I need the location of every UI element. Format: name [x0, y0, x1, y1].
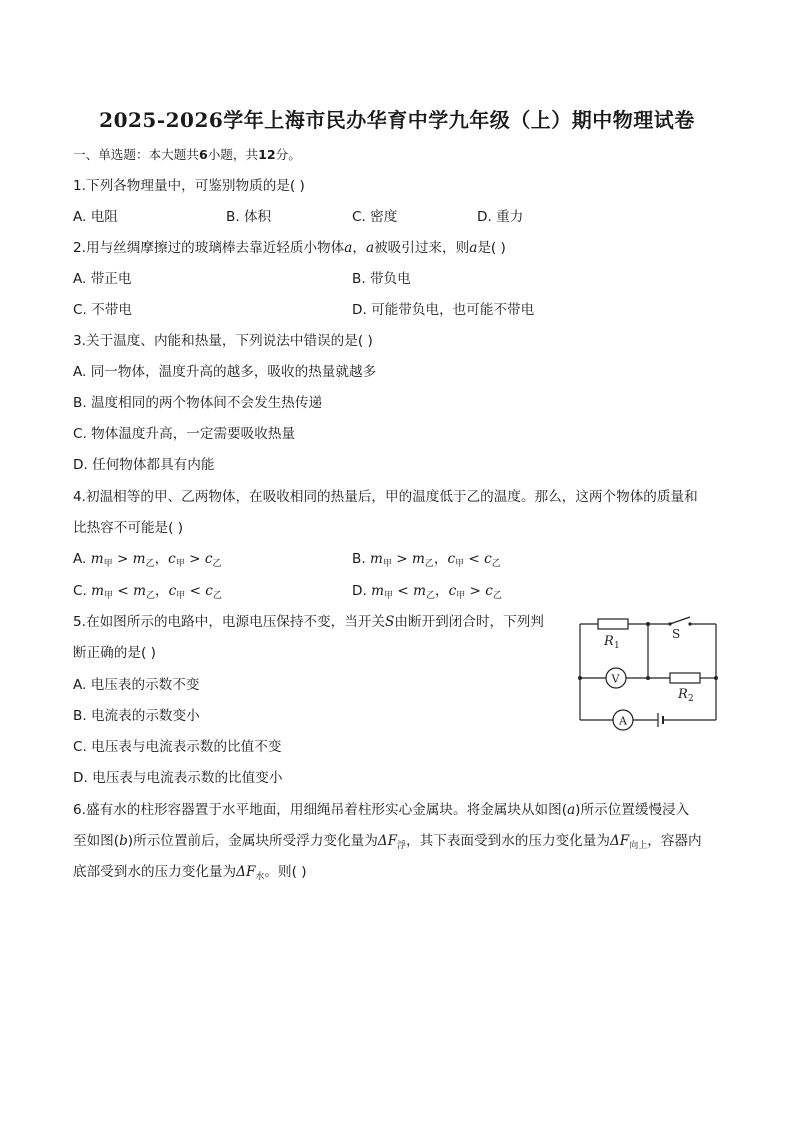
- heat-capacity-symbol: c: [204, 551, 213, 567]
- mass-symbol: m: [132, 551, 146, 567]
- q6-text: 底部受到水的压力变化量为: [73, 864, 237, 880]
- section-suffix: 分。: [275, 147, 301, 162]
- relation: >: [116, 551, 129, 567]
- junction-dot: [646, 676, 650, 680]
- mass-symbol: m: [411, 551, 425, 567]
- q1-option-c[interactable]: C. 密度: [352, 209, 398, 225]
- mass-symbol: m: [133, 583, 146, 599]
- heat-capacity-symbol: c: [484, 551, 492, 567]
- q5-stem-part: 由断开到闭合时，下列判: [394, 614, 544, 630]
- q5-stem-part: 5.在如图所示的电路中，电源电压保持不变，当开关: [73, 614, 386, 630]
- subscript: 甲: [103, 559, 113, 569]
- figure-ref: b: [119, 833, 128, 849]
- q6-text: ，其下表面受到水的压力变化量为: [406, 833, 610, 849]
- q4-option-c[interactable]: C. $m_甲 < m_乙$，$c_甲 < c_乙$: [73, 583, 222, 601]
- section-score: 12: [258, 147, 276, 162]
- relation: <: [468, 551, 480, 567]
- q5-option-d[interactable]: D. 电压表与电流表示数的比值变小: [73, 770, 283, 786]
- q2-stem-part: 是( ): [477, 240, 506, 256]
- mass-symbol: m: [90, 551, 104, 567]
- switch-contact: [668, 622, 671, 625]
- q3-option-a[interactable]: A. 同一物体，温度升高的越多，吸收的热量就越多: [73, 364, 377, 380]
- junction-dot: [578, 676, 582, 680]
- heat-capacity-symbol: c: [447, 551, 456, 567]
- delta-f-symbol: ΔF: [609, 833, 630, 849]
- question-2-stem: [73, 239, 506, 257]
- subscript: 甲: [176, 591, 186, 601]
- relation: >: [469, 583, 481, 599]
- q6-text: )所示位置缓慢浸入: [575, 802, 690, 818]
- resistor-r2: [670, 673, 700, 683]
- heat-capacity-symbol: c: [448, 583, 457, 599]
- switch-blade: [670, 617, 690, 624]
- subscript: 乙: [145, 559, 155, 569]
- delta-f-symbol: ΔF: [236, 864, 256, 880]
- q2-var: a: [344, 240, 353, 256]
- subscript: 乙: [212, 591, 222, 601]
- option-letter: D.: [352, 583, 367, 599]
- subscript: 乙: [492, 591, 502, 601]
- q1-option-a[interactable]: A. 电阻: [73, 209, 118, 225]
- q6-text: ，容器内: [647, 833, 702, 849]
- section-heading: [73, 146, 301, 164]
- question-4-stem-line2: 比热容不可能是( ): [73, 520, 184, 536]
- question-5-stem-line2: 断正确的是( ): [73, 645, 156, 661]
- option-letter: B.: [352, 551, 366, 567]
- delta-f-symbol: ΔF: [377, 833, 398, 849]
- q3-option-b[interactable]: B. 温度相同的两个物体间不会发生热传递: [73, 395, 323, 411]
- question-1-stem: 1.下列各物理量中，可鉴别物质的是( ): [73, 178, 305, 194]
- subscript: 乙: [425, 591, 435, 601]
- question-4-stem-line1: 4.初温相等的甲、乙两物体，在吸收相同的热量后，甲的温度低于乙的温度。那么，这两个物体的质量和: [73, 489, 698, 505]
- subscript: 甲: [456, 591, 466, 601]
- switch-label: S: [672, 627, 681, 641]
- resistor-r1: [598, 619, 628, 629]
- question-5-stem-line1: [73, 613, 544, 631]
- heat-capacity-symbol: c: [205, 583, 213, 599]
- figure-ref: a: [567, 802, 576, 818]
- q2-var: a: [469, 240, 478, 256]
- q5-option-a[interactable]: A. 电压表的示数不变: [73, 677, 200, 693]
- switch-contact: [688, 622, 691, 625]
- relation: <: [397, 583, 409, 599]
- voltmeter-label: V: [611, 672, 620, 686]
- q5-option-c[interactable]: C. 电压表与电流表示数的比值不变: [73, 739, 282, 755]
- junction-dot: [646, 622, 650, 626]
- subscript: 乙: [146, 591, 156, 601]
- q2-option-c[interactable]: C. 不带电: [73, 302, 132, 318]
- switch-var: S: [385, 614, 395, 630]
- relation: <: [117, 583, 129, 599]
- relation: >: [396, 551, 408, 567]
- q2-option-a[interactable]: A. 带正电: [73, 271, 132, 287]
- subscript: 甲: [382, 559, 392, 569]
- heat-capacity-symbol: c: [168, 551, 176, 567]
- q2-var: a: [365, 240, 375, 256]
- q2-stem-part: 2.用与丝绸摩擦过的玻璃棒去靠近轻质小物体: [73, 240, 345, 256]
- subscript: 甲: [175, 559, 185, 569]
- mass-symbol: m: [371, 583, 385, 599]
- q2-stem-part: 被吸引过来，则: [374, 240, 470, 256]
- section-mid: 小题，共: [207, 147, 259, 162]
- subscript: 乙: [491, 559, 501, 569]
- relation: >: [189, 551, 201, 567]
- subscript: 甲: [384, 591, 394, 601]
- q6-text: 至如图(: [73, 833, 120, 849]
- heat-capacity-symbol: c: [485, 583, 493, 599]
- q3-option-d[interactable]: D. 任何物体都具有内能: [73, 457, 215, 473]
- q4-option-d[interactable]: D. $m_甲 < m_乙$，$c_甲 > c_乙$: [352, 583, 502, 601]
- r1-label: R: [604, 634, 614, 649]
- subscript: 甲: [455, 559, 465, 569]
- mass-symbol: m: [413, 583, 426, 599]
- mass-symbol: m: [369, 551, 383, 567]
- q2-option-b[interactable]: B. 带负电: [352, 271, 411, 287]
- option-letter: A.: [73, 551, 87, 567]
- ammeter-label: A: [619, 714, 627, 728]
- section-prefix: 一、单选题：本大题共: [73, 147, 199, 162]
- question-6-line2: [73, 832, 702, 850]
- q6-text: 6.盛有水的柱形容器置于水平地面，用细绳吊着柱形实心金属块。将金属块从如图(: [73, 802, 568, 818]
- subscript: 甲: [104, 591, 114, 601]
- option-letter: C.: [73, 583, 87, 599]
- question-6-line1: [73, 801, 689, 819]
- question-6-line3: [73, 863, 307, 881]
- subscript: 向上: [629, 841, 648, 851]
- subscript: 水: [255, 872, 265, 882]
- q6-text: )所示位置前后，金属块所受浮力变化量为: [127, 833, 378, 849]
- q1-option-d[interactable]: D. 重力: [477, 209, 524, 225]
- page-title: 2025-2026学年上海市民办华育中学九年级（上）期中物理试卷: [99, 108, 695, 132]
- r2-label: R: [678, 687, 688, 702]
- circuit-diagram: [572, 612, 724, 734]
- question-3-stem: 3.关于温度、内能和热量，下列说法中错误的是( ): [73, 333, 373, 349]
- section-count: 6: [198, 147, 208, 162]
- q4-option-b[interactable]: B. $m_甲 > m_乙$，$c_甲 < c_乙$: [352, 551, 501, 569]
- mass-symbol: m: [91, 583, 105, 599]
- heat-capacity-symbol: c: [168, 583, 177, 599]
- q5-option-b[interactable]: B. 电流表的示数变小: [73, 708, 200, 724]
- subscript: 乙: [212, 559, 222, 569]
- subscript: 浮: [397, 841, 407, 851]
- r1-subscript: 1: [614, 641, 620, 651]
- q2-option-d[interactable]: D. 可能带负电，也可能不带电: [352, 302, 535, 318]
- q3-option-c[interactable]: C. 物体温度升高，一定需要吸收热量: [73, 426, 296, 442]
- r2-subscript: 2: [688, 694, 694, 704]
- q4-option-a[interactable]: A. $m_甲 > m_乙$，$c_甲 > c_乙$: [73, 551, 222, 569]
- q1-option-b[interactable]: B. 体积: [226, 209, 272, 225]
- subscript: 乙: [424, 559, 434, 569]
- junction-dot: [714, 676, 718, 680]
- q2-stem-part: ，: [352, 240, 366, 256]
- q6-text: 。则( ): [264, 864, 307, 880]
- relation: <: [189, 583, 201, 599]
